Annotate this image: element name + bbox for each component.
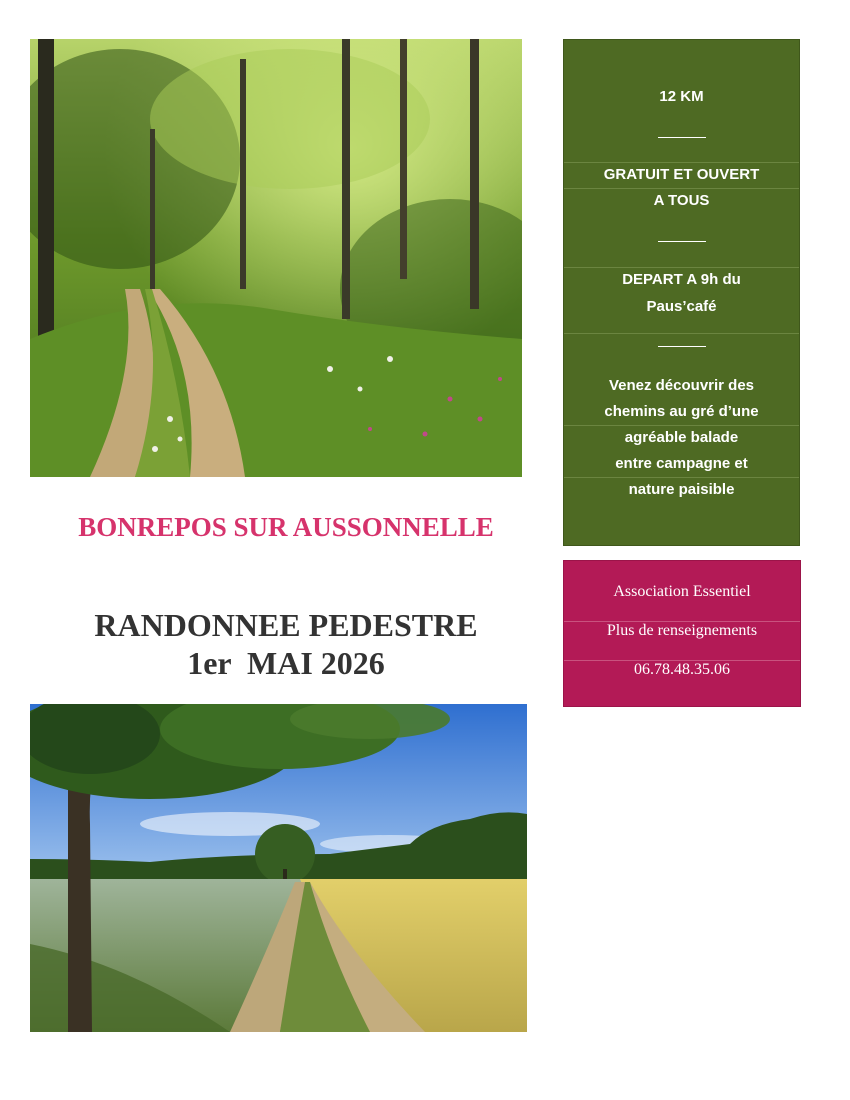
field-path-photo <box>30 704 527 1032</box>
event-info-box <box>563 39 800 546</box>
row-rule <box>564 333 799 334</box>
depart-text-line2: Paus’café <box>646 298 717 315</box>
association-name: Association Essentiel <box>613 583 751 600</box>
free-text-line1: GRATUIT ET OUVERT <box>603 166 760 183</box>
separator <box>658 241 706 242</box>
description-line: Venez découvrir des <box>608 377 755 394</box>
separator <box>658 137 706 138</box>
forest-path-photo <box>30 39 522 477</box>
contact-box <box>563 560 801 707</box>
free-text-line2: A TOUS <box>653 192 710 209</box>
town-title: BONREPOS SUR AUSSONNELLE <box>78 512 494 542</box>
event-title <box>30 606 542 682</box>
description-line: chemins au gré d’une <box>604 403 759 420</box>
separator <box>658 346 706 347</box>
description-line: entre campagne et <box>615 455 748 472</box>
event-date: 1er MAI 2026 <box>187 645 385 681</box>
description-line: agréable balade <box>624 429 739 446</box>
phone-number: 06.78.48.35.06 <box>634 661 730 678</box>
event-title-line1: RANDONNEE PEDESTRE <box>94 607 478 643</box>
depart-text-line1: DEPART A 9h du <box>622 271 741 288</box>
description-line: nature paisible <box>628 481 735 498</box>
distance-text: 12 KM <box>659 88 704 105</box>
more-info-text: Plus de renseignements <box>606 622 758 639</box>
